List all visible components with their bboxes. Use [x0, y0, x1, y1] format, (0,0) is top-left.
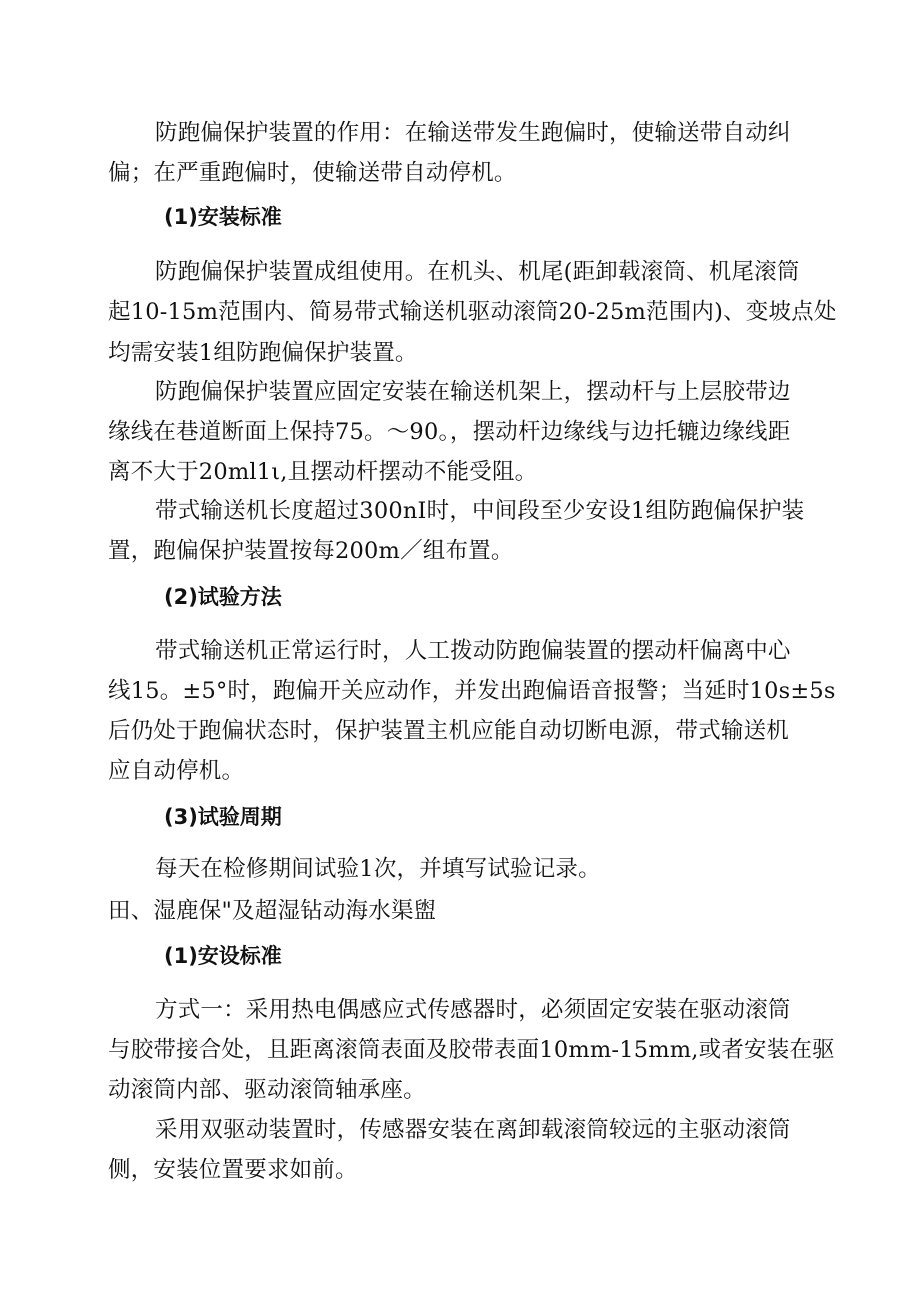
paragraph-line: 偏；在严重跑偏时，使输送带自动停机。: [108, 160, 517, 186]
paragraph-line: 后仍处于跑偏状态时，保护装置主机应能自动切断电源，带式输送机: [108, 718, 790, 744]
paragraph-line: 防跑偏保护装置的作用：在输送带发生跑偏时，使输送带自动纠: [155, 120, 791, 146]
section-heading: (1)安装标准: [164, 205, 282, 229]
section-title-line: 田、湿鹿保"及超湿钻动海水渠盥: [108, 898, 437, 924]
paragraph-line: 线15。±5°时，跑偏开关应动作，并发出跑偏语音报警；当延时10s±5s: [108, 678, 836, 704]
paragraph-line: 带式输送机长度超过300nI时，中间段至少安设1组防跑偏保护装: [155, 498, 805, 524]
paragraph-line: 带式输送机正常运行时，人工拨动防跑偏装置的摆动杆偏离中心: [155, 638, 791, 664]
paragraph-line: 置，跑偏保护装置按每200m／组布置。: [108, 538, 514, 564]
paragraph-line: 应自动停机。: [108, 758, 245, 784]
paragraph-line: 动滚筒内部、驱动滚筒轴承座。: [108, 1077, 426, 1103]
paragraph-line: 每天在检修期间试验1次，并填写试验记录。: [155, 856, 601, 882]
paragraph-line: 均需安装1组防跑偏保护装置。: [108, 340, 418, 366]
section-heading: (3)试验周期: [164, 805, 282, 829]
paragraph-line: 起10-15m范围内、简易带式输送机驱动滚筒20-25m范围内)、变坡点处: [108, 299, 837, 325]
paragraph-line: 方式一：采用热电偶感应式传感器时，必须固定安装在驱动滚筒: [155, 997, 791, 1023]
paragraph-line: 防跑偏保护装置成组使用。在机头、机尾(距卸载滚筒、机尾滚筒: [155, 259, 800, 285]
section-heading: (1)安设标准: [164, 944, 282, 968]
paragraph-line: 采用双驱动装置时，传感器安装在离卸载滚筒较远的主驱动滚筒: [155, 1117, 791, 1143]
paragraph-line: 防跑偏保护装置应固定安装在输送机架上，摆动杆与上层胶带边: [155, 379, 791, 405]
paragraph-line: 侧，安装位置要求如前。: [108, 1157, 358, 1183]
section-heading: (2)试验方法: [164, 585, 282, 609]
paragraph-line: 缘线在巷道断面上保持75。～90。，摆动杆边缘线与边托辘边缘线距: [108, 419, 791, 445]
paragraph-line: 与胶带接合处，且距离滚筒表面及胶带表面10mm-15mm,或者安装在驱: [108, 1037, 835, 1063]
paragraph-line: 离不大于20ml1ι,且摆动杆摆动不能受阻。: [108, 459, 538, 485]
